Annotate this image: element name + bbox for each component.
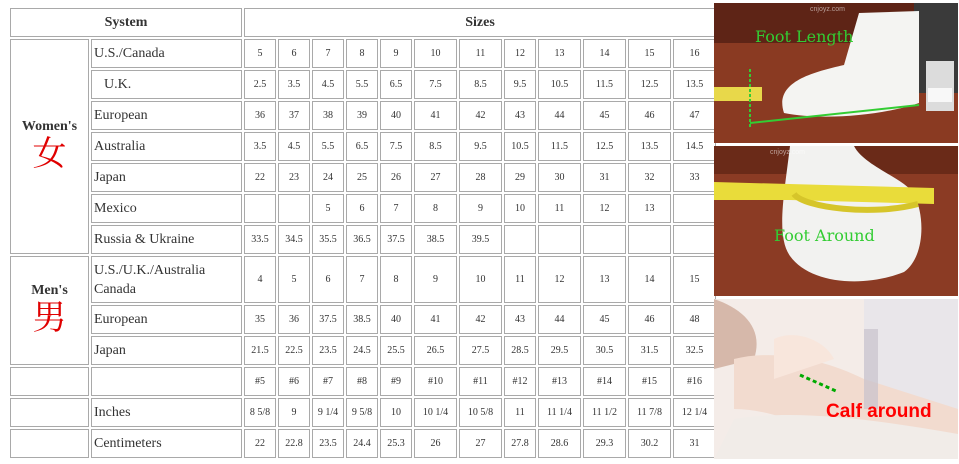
size-value-cell: 7.5 [380, 132, 412, 161]
size-value-cell: 8.5 [414, 132, 457, 161]
size-value-cell: 11 [504, 398, 536, 427]
size-value-cell: 42 [459, 101, 502, 130]
size-value-cell: 22 [244, 429, 276, 458]
extra-row [10, 429, 716, 458]
size-value-cell: 13.5 [673, 70, 716, 99]
size-value-cell: 11 [459, 39, 502, 68]
size-value-cell: 10 1/4 [414, 398, 457, 427]
size-value-cell: #6 [278, 367, 310, 396]
size-value-cell: 11 [504, 256, 536, 303]
size-value-cell: #9 [380, 367, 412, 396]
size-value-cell: 15 [673, 256, 716, 303]
size-value-cell: 12 [538, 256, 581, 303]
size-value-cell: 25.5 [380, 336, 412, 365]
size-value-cell: 27 [459, 429, 502, 458]
size-value-cell: 37.5 [380, 225, 412, 254]
size-value-cell: 12 1/4 [673, 398, 716, 427]
size-value-cell: 11.5 [583, 70, 626, 99]
size-value-cell: 7 [380, 194, 412, 223]
women-row [10, 101, 716, 130]
women-row [10, 70, 716, 99]
size-value-cell: 6 [312, 256, 344, 303]
size-value-cell: 25.3 [380, 429, 412, 458]
size-value-cell: 35.5 [312, 225, 344, 254]
size-value-cell: 9 1/4 [312, 398, 344, 427]
size-value-cell: 38 [312, 101, 344, 130]
size-value-cell: 23.5 [312, 336, 344, 365]
women-label: Women's [21, 119, 78, 134]
size-value-cell: #8 [346, 367, 378, 396]
size-value-cell: 41 [414, 101, 457, 130]
size-value-cell: 8 [414, 194, 457, 223]
size-value-cell: 37.5 [312, 305, 344, 334]
size-value-cell: 42 [459, 305, 502, 334]
size-value-cell: 27.8 [504, 429, 536, 458]
size-value-cell: 13 [538, 39, 581, 68]
size-value-cell: 12 [504, 39, 536, 68]
size-value-cell: 21.5 [244, 336, 276, 365]
size-value-cell: 34.5 [278, 225, 310, 254]
size-value-cell: 11 1/2 [583, 398, 626, 427]
size-value-cell: 24.5 [346, 336, 378, 365]
size-value-cell: 32 [628, 163, 671, 192]
size-value-cell: 28 [459, 163, 502, 192]
size-value-cell: 25 [346, 163, 378, 192]
foot-around-illustration [714, 146, 958, 296]
size-value-cell: 22.8 [278, 429, 310, 458]
size-value-cell: #15 [628, 367, 671, 396]
size-value-cell: 28.6 [538, 429, 581, 458]
size-value-cell: 43 [504, 101, 536, 130]
size-value-cell: 14 [628, 256, 671, 303]
size-value-cell: 6 [346, 194, 378, 223]
size-value-cell: 9 5/8 [346, 398, 378, 427]
empty-group-cell [10, 398, 89, 427]
size-value-cell: 10 [414, 39, 457, 68]
foot-length-illustration [714, 3, 958, 143]
size-value-cell: 16 [673, 39, 716, 68]
size-value-cell: 11.5 [538, 132, 581, 161]
size-value-cell [628, 225, 671, 254]
size-value-cell: #13 [538, 367, 581, 396]
size-value-cell: 9 [414, 256, 457, 303]
system-name-cell: Mexico [91, 194, 242, 223]
women-row [10, 225, 716, 254]
size-value-cell: 9.5 [459, 132, 502, 161]
size-value-cell: 7 [312, 39, 344, 68]
size-value-cell: 36 [244, 101, 276, 130]
size-value-cell: 36.5 [346, 225, 378, 254]
system-name-cell: U.S./U.K./Australia Canada [91, 256, 242, 303]
size-value-cell: 28.5 [504, 336, 536, 365]
women-row [10, 163, 716, 192]
size-value-cell: 26 [414, 429, 457, 458]
size-value-cell: 8 5/8 [244, 398, 276, 427]
size-value-cell: 46 [628, 101, 671, 130]
size-value-cell: 30 [538, 163, 581, 192]
size-value-cell: 36 [278, 305, 310, 334]
size-value-cell: 26 [380, 163, 412, 192]
size-value-cell: 8.5 [459, 70, 502, 99]
extra-row [10, 367, 716, 396]
size-value-cell: #7 [312, 367, 344, 396]
size-value-cell: 24.4 [346, 429, 378, 458]
size-value-cell: #10 [414, 367, 457, 396]
size-value-cell [583, 225, 626, 254]
size-value-cell: 12 [583, 194, 626, 223]
size-value-cell: 31.5 [628, 336, 671, 365]
size-value-cell [244, 194, 276, 223]
size-value-cell: 30.2 [628, 429, 671, 458]
size-value-cell: #5 [244, 367, 276, 396]
size-value-cell: 47 [673, 101, 716, 130]
women-row [10, 132, 716, 161]
system-name-cell: Japan [91, 163, 242, 192]
foot-around-photo [714, 146, 958, 296]
size-value-cell: 14 [583, 39, 626, 68]
foot-length-label: Foot Length [755, 27, 854, 46]
size-value-cell: 31 [583, 163, 626, 192]
size-value-cell: 40 [380, 305, 412, 334]
size-value-cell: 13.5 [628, 132, 671, 161]
size-value-cell: 7 [346, 256, 378, 303]
men-label: Men's [31, 283, 68, 298]
size-value-cell: 13 [583, 256, 626, 303]
size-value-cell: #16 [673, 367, 716, 396]
foot-around-label: Foot Around [774, 226, 875, 245]
size-value-cell: 11 1/4 [538, 398, 581, 427]
size-value-cell: 45 [583, 101, 626, 130]
size-value-cell: 6 [278, 39, 310, 68]
size-value-cell [278, 194, 310, 223]
size-value-cell: 24 [312, 163, 344, 192]
system-name-cell: European [91, 305, 242, 334]
size-value-cell: 4.5 [278, 132, 310, 161]
system-name-cell: U.K. [91, 70, 242, 99]
size-value-cell: 13 [628, 194, 671, 223]
size-value-cell: 37 [278, 101, 310, 130]
size-value-cell: 46 [628, 305, 671, 334]
system-name-cell: European [91, 101, 242, 130]
size-value-cell: 32.5 [673, 336, 716, 365]
men-group-label [10, 256, 89, 365]
size-value-cell: 31 [673, 429, 716, 458]
size-value-cell: 38.5 [346, 305, 378, 334]
measurement-photos [714, 3, 958, 459]
size-value-cell: 7.5 [414, 70, 457, 99]
size-value-cell: 48 [673, 305, 716, 334]
size-value-cell: 41 [414, 305, 457, 334]
size-value-cell: 23.5 [312, 429, 344, 458]
size-value-cell: 29.3 [583, 429, 626, 458]
size-value-cell: 33 [673, 163, 716, 192]
extra-row [10, 398, 716, 427]
size-value-cell: 5 [278, 256, 310, 303]
size-value-cell: 9.5 [504, 70, 536, 99]
size-value-cell: 11 7/8 [628, 398, 671, 427]
size-value-cell: 40 [380, 101, 412, 130]
size-value-cell: 39 [346, 101, 378, 130]
size-value-cell: 9 [380, 39, 412, 68]
watermark-1: cnjoyz.com [810, 6, 846, 13]
empty-group-cell [10, 367, 89, 396]
size-value-cell: 4.5 [312, 70, 344, 99]
size-value-cell: 45 [583, 305, 626, 334]
size-value-cell: 10 [380, 398, 412, 427]
system-name-cell: Inches [91, 398, 242, 427]
size-value-cell: #12 [504, 367, 536, 396]
size-value-cell: 3.5 [278, 70, 310, 99]
size-value-cell: 11 [538, 194, 581, 223]
calf-around-illustration [714, 299, 958, 459]
size-value-cell: 6.5 [380, 70, 412, 99]
size-value-cell: 30.5 [583, 336, 626, 365]
size-value-cell: #14 [583, 367, 626, 396]
size-value-cell: 5 [244, 39, 276, 68]
system-header: System [10, 8, 242, 37]
system-name-cell: U.S./Canada [91, 39, 242, 68]
system-name-cell: Centimeters [91, 429, 242, 458]
size-value-cell [538, 225, 581, 254]
system-name-cell: Japan [91, 336, 242, 365]
size-value-cell: 27.5 [459, 336, 502, 365]
size-value-cell: 44 [538, 101, 581, 130]
size-value-cell: #11 [459, 367, 502, 396]
size-value-cell: 27 [414, 163, 457, 192]
size-value-cell: 3.5 [244, 132, 276, 161]
size-value-cell: 4 [244, 256, 276, 303]
men-row [10, 336, 716, 365]
size-value-cell: 2.5 [244, 70, 276, 99]
women-row [10, 194, 716, 223]
system-name-cell: Australia [91, 132, 242, 161]
women-group-label [10, 39, 89, 254]
size-value-cell: 29 [504, 163, 536, 192]
size-value-cell: 29.5 [538, 336, 581, 365]
calf-around-label: Calf around [826, 401, 932, 422]
foot-length-photo [714, 3, 958, 143]
size-value-cell: 14.5 [673, 132, 716, 161]
size-value-cell: 39.5 [459, 225, 502, 254]
size-value-cell: 5.5 [346, 70, 378, 99]
size-value-cell: 44 [538, 305, 581, 334]
size-value-cell: 26.5 [414, 336, 457, 365]
size-value-cell: 10 [459, 256, 502, 303]
size-value-cell: 5 [312, 194, 344, 223]
calf-around-photo [714, 299, 958, 459]
size-value-cell: 43 [504, 305, 536, 334]
size-value-cell: 9 [459, 194, 502, 223]
size-value-cell: 8 [380, 256, 412, 303]
size-value-cell: 12.5 [628, 70, 671, 99]
women-row [10, 39, 716, 68]
size-value-cell: 23 [278, 163, 310, 192]
size-value-cell: 35 [244, 305, 276, 334]
sizes-header: Sizes [244, 8, 716, 37]
empty-group-cell [10, 429, 89, 458]
size-value-cell: 10.5 [538, 70, 581, 99]
size-value-cell [504, 225, 536, 254]
size-value-cell: 15 [628, 39, 671, 68]
size-value-cell: 22.5 [278, 336, 310, 365]
watermark-2: cnjoyz.com [770, 149, 806, 156]
size-value-cell: 10.5 [504, 132, 536, 161]
size-value-cell: 33.5 [244, 225, 276, 254]
size-value-cell: 5.5 [312, 132, 344, 161]
size-value-cell [673, 194, 716, 223]
size-value-cell: 38.5 [414, 225, 457, 254]
size-value-cell: 8 [346, 39, 378, 68]
system-name-cell [91, 367, 242, 396]
size-value-cell: 10 [504, 194, 536, 223]
men-row [10, 256, 716, 303]
size-chart-table [8, 6, 718, 460]
size-value-cell: 22 [244, 163, 276, 192]
size-value-cell: 9 [278, 398, 310, 427]
men-chinese-label: 男 [32, 300, 67, 337]
system-name-cell: Russia & Ukraine [91, 225, 242, 254]
size-value-cell [673, 225, 716, 254]
size-value-cell: 6.5 [346, 132, 378, 161]
women-chinese-label: 女 [32, 136, 67, 173]
size-value-cell: 10 5/8 [459, 398, 502, 427]
men-row [10, 305, 716, 334]
size-value-cell: 12.5 [583, 132, 626, 161]
